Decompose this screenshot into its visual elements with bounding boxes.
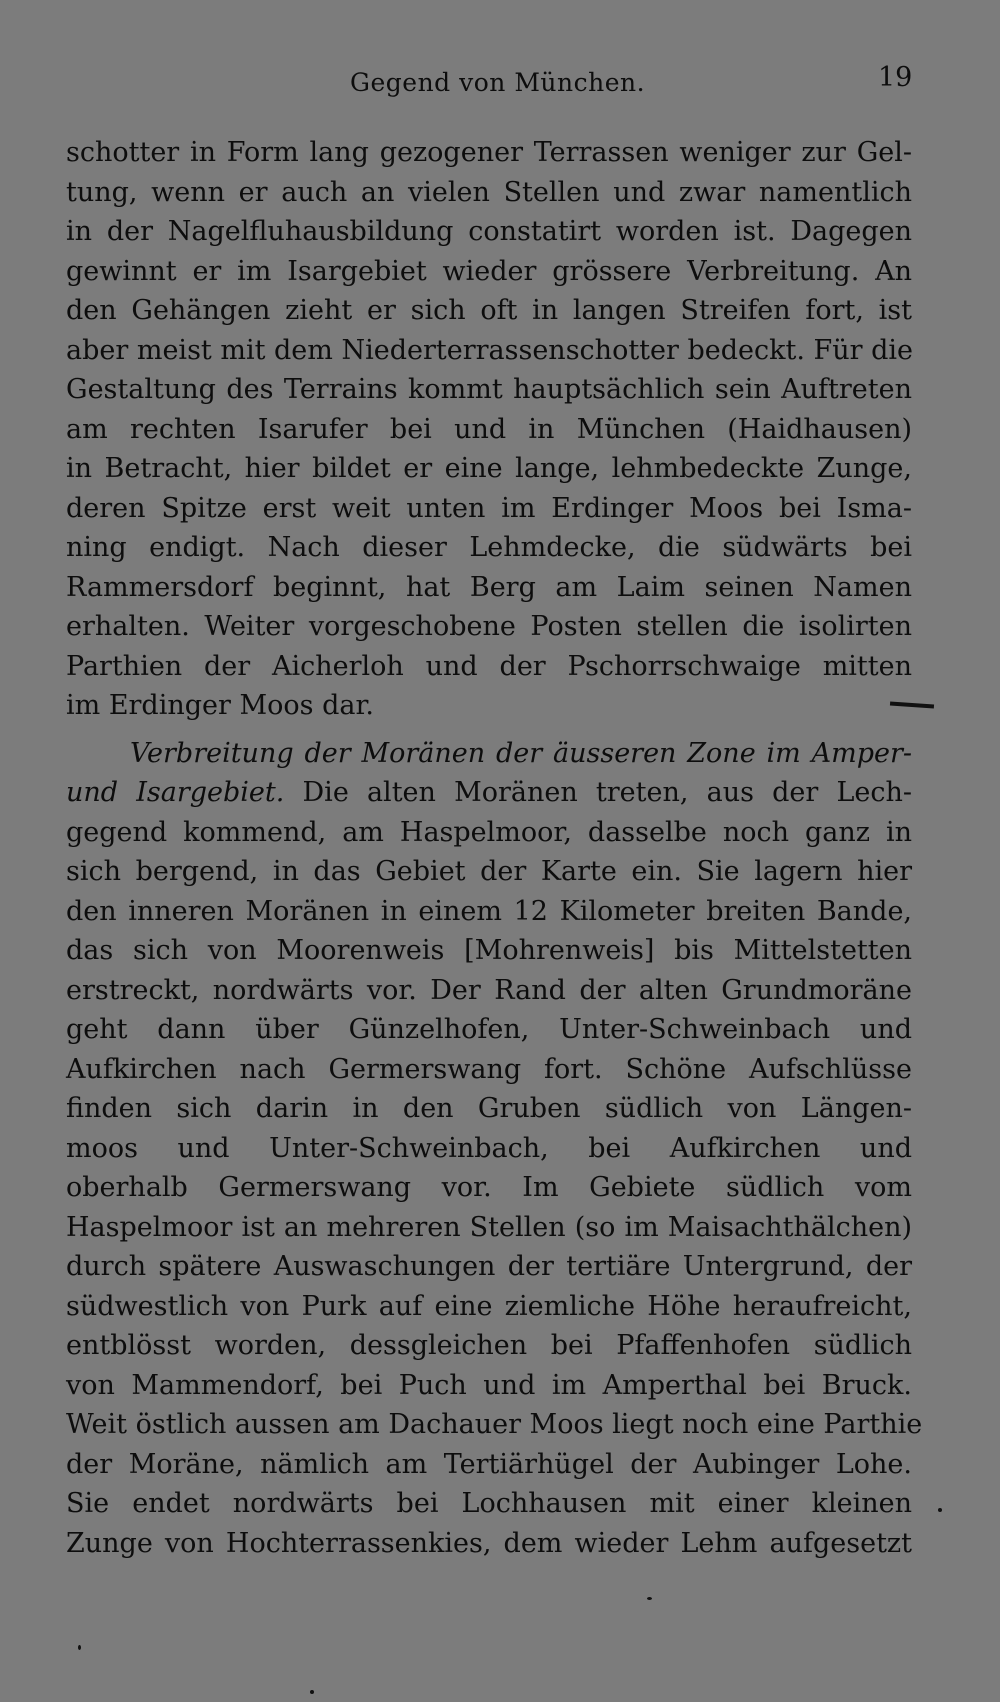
text-line: das sich von Moorenweis [Mohrenweis] bis Mittelstetten [66, 935, 912, 966]
text-line: aber meist mit dem Niederterrassenschotter bedeckt. Für die [66, 334, 914, 366]
text-line: moos und Unter-Schweinbach, bei Aufkirchen und [66, 1132, 912, 1164]
text-line: am rechten Isarufer bei und in München (Haidhausen) [66, 413, 912, 445]
text-line: durch spätere Auswaschungen der tertiäre Untergrund, der [66, 1251, 912, 1282]
text-line: finden sich darin in den Gruben südlich von Längen- [66, 1093, 912, 1124]
scan-speck [310, 1690, 314, 1694]
text-line [66, 773, 912, 813]
text-line: erhalten. Weiter vorgeschobene Posten stellen die isolirten [66, 611, 912, 642]
paragraph-1 [66, 133, 912, 726]
text-line: Weit östlich aussen am Dachauer Moos liegt noch eine Parthie [66, 1409, 923, 1440]
page-number: 19 [878, 62, 913, 93]
text-line: Rammersdorf beginnt, hat Berg am Laim seinen Namen [66, 571, 912, 603]
text-line: deren Spitze erst weit unten im Erdinger Moos bei Isma- [66, 492, 912, 524]
text-line: im Erdinger Moos dar. [66, 690, 374, 721]
paragraph-gap [66, 726, 912, 734]
text-line: Zunge von Hochterrassenkies, dem wieder Lehm aufgesetzt [66, 1527, 912, 1559]
text-line: in Betracht, hier bildet er eine lange, lehmbedeckte Zunge, [66, 453, 912, 484]
text-line: gegend kommend, am Haspelmoor, dasselbe noch ganz in [66, 816, 912, 848]
paragraph-2 [66, 734, 923, 1564]
text-line: von Mammendorf, bei Puch und im Amperthal bei Bruck. [66, 1369, 912, 1401]
section-heading-continued: und Isargebiet. [66, 777, 285, 808]
scan-speck [938, 1508, 942, 1512]
text-line: Parthien der Aicherloh und der Pschorrschwaige mitten [66, 650, 912, 682]
text-line: Sie endet nordwärts bei Lochhausen mit einer kleinen [66, 1488, 912, 1519]
text-line: erstreckt, nordwärts vor. Der Rand der alten Grundmoräne [66, 974, 912, 1006]
text-line: ning endigt. Nach dieser Lehmdecke, die südwärts bei [66, 532, 912, 563]
text-line: tung, wenn er auch an vielen Stellen und zwar namentlich [66, 176, 912, 208]
text-line: Gestaltung des Terrains kommt hauptsächlich sein Auftreten [66, 374, 912, 405]
section-heading-line [66, 734, 912, 774]
text-line: sich bergend, in das Gebiet der Karte ein. Sie lagern hier [66, 856, 912, 887]
scan-speck [647, 1597, 652, 1600]
text-line: Aufkirchen nach Germerswang fort. Schöne Aufschlüsse [66, 1053, 912, 1085]
text-line: den inneren Moränen in einem 12 Kilometer breiten Bande, [66, 895, 912, 927]
body-text [66, 133, 923, 1563]
text-line: schotter in Form lang gezogener Terrassen weniger zur Gel- [66, 137, 912, 168]
text-line: Haspelmoor ist an mehreren Stellen (so im Maisachthälchen) [66, 1211, 912, 1243]
text-line: in der Nagelfluhausbildung constatirt worden ist. Dagegen [66, 216, 912, 247]
running-title: Gegend von München. [350, 68, 646, 97]
text-line: geht dann über Günzelhofen, Unter-Schweinbach und [66, 1014, 912, 1045]
text-line: südwestlich von Purk auf eine ziemliche Höhe heraufreicht, [66, 1290, 912, 1322]
text-line: entblösst worden, dessgleichen bei Pfaffenhofen südlich [66, 1330, 912, 1361]
scan-speck [78, 1645, 81, 1650]
text-line: oberhalb Germerswang vor. Im Gebiete südlich vom [66, 1172, 912, 1203]
section-heading: Verbreitung der Moränen der äusseren Zone im Amper- [130, 737, 912, 769]
text-line: der Moräne, nämlich am Tertiärhügel der Aubinger Lohe. [66, 1448, 912, 1480]
text-line: den Gehängen zieht er sich oft in langen Streifen fort, ist [66, 295, 912, 326]
text-run: Die alten Moränen treten, aus der Lech- [302, 777, 912, 808]
running-head [0, 62, 1000, 102]
text-line: gewinnt er im Isargebiet wieder grössere Verbreitung. An [66, 255, 912, 287]
